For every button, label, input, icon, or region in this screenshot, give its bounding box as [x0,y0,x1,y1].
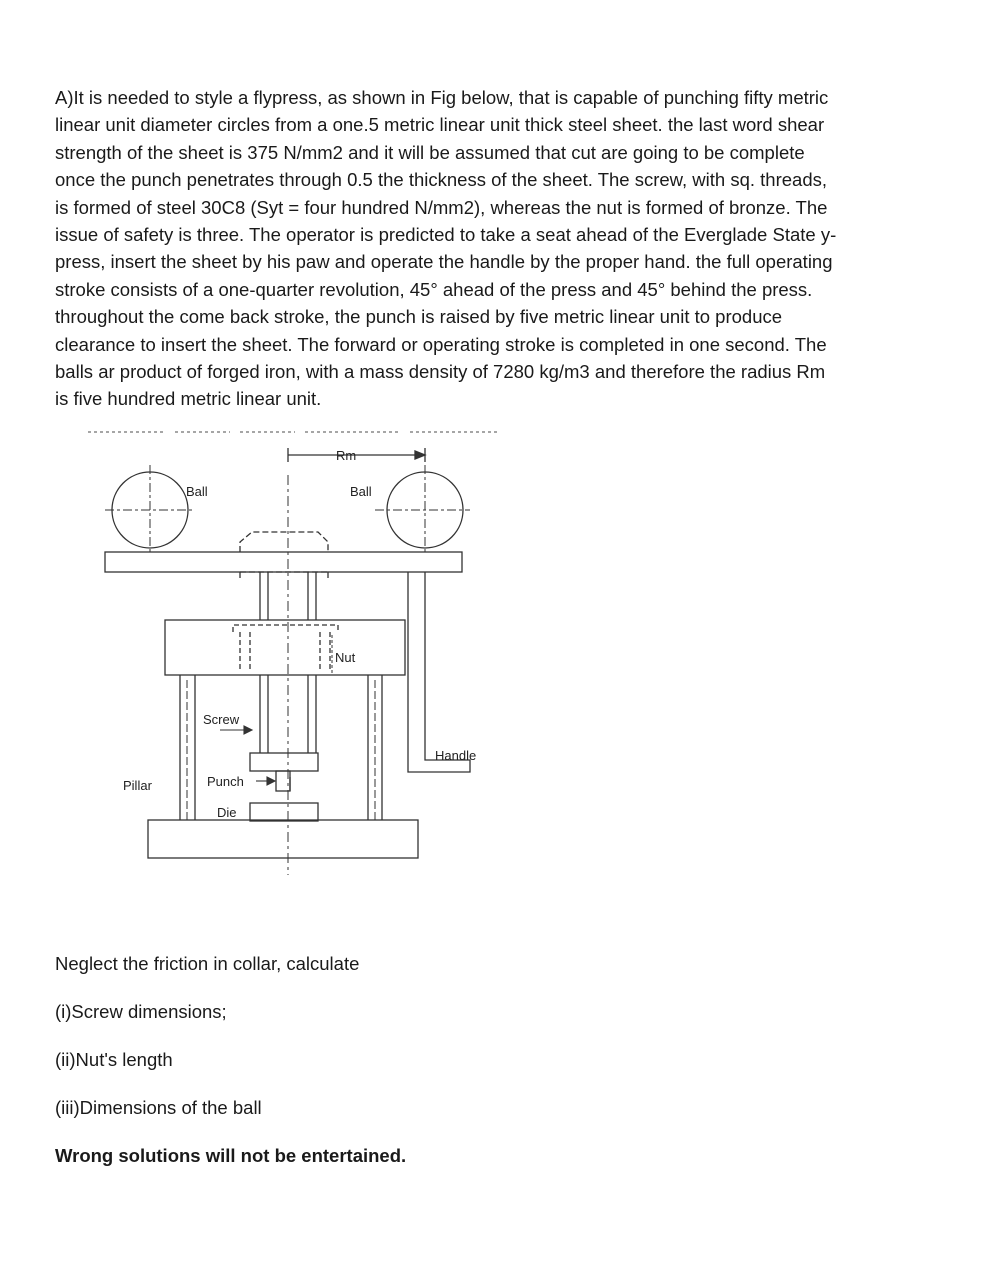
problem-line: A)It is needed to style a flypress, as shown in Fig below, that is capable of punching fifty metric [55,87,829,108]
nut-label: Nut [335,650,356,665]
base [148,820,418,858]
problem-line: once the punch penetrates through 0.5 the thickness of the sheet. The screw, with sq. threads, [55,169,827,191]
flypress-figure [70,420,550,880]
die [250,803,318,821]
nut [233,625,338,632]
questions-intro: Neglect the friction in collar, calculate [55,953,360,974]
problem-statement [55,84,955,413]
pillar-label: Pillar [123,778,152,793]
ball-left-label: Ball [186,484,208,499]
warning-note: Wrong solutions will not be entertained. [55,1145,407,1166]
problem-line: throughout the come back stroke, the punch is raised by five metric linear unit to produce [55,306,783,328]
problem-line: clearance to insert the sheet. The forward or operating stroke is completed in one second. The [55,333,827,355]
frame-top [165,620,405,675]
ball-right-label: Ball [350,484,372,499]
question-3: (iii)Dimensions of the ball [55,1097,262,1118]
problem-line: is five hundred metric linear unit. [55,388,322,410]
problem-line: stroke consists of a one-quarter revolution, 45° ahead of the press and 45° behind the press. [55,278,813,300]
die-label: Die [217,805,237,820]
arm-bar [105,552,462,572]
handle [408,572,470,772]
rm-arrow-head [415,451,425,459]
handle-label: Handle [435,748,477,763]
rm-label: Rm [336,448,357,463]
question-1: (i)Screw dimensions; [55,1001,227,1022]
screw-label: Screw [203,712,240,727]
problem-line: is formed of steel 30C8 (Syt = four hundred N/mm2), whereas the nut is formed of bronze. The [55,196,828,218]
punch-holder [250,753,318,771]
flypress-diagram [70,420,550,880]
problem-line: linear unit diameter circles from a one.5 metric linear unit thick steel sheet. the last word shear [55,114,825,136]
punch-label: Punch [207,774,244,789]
question-2: (ii)Nut's length [55,1049,173,1070]
collar [240,532,328,552]
problem-line: balls ar product of forged iron, with a mass density of 7280 kg/m3 and therefore the radius Rm [55,361,826,383]
problem-line: strength of the sheet is 375 N/mm2 and it will be assumed that cut are going to be complete [55,141,805,163]
problem-line: press, insert the sheet by his paw and operate the handle by the proper hand. the full operating [55,251,833,273]
problem-line: issue of safety is three. The operator is predicted to take a seat ahead of the Everglade State y- [55,224,837,246]
